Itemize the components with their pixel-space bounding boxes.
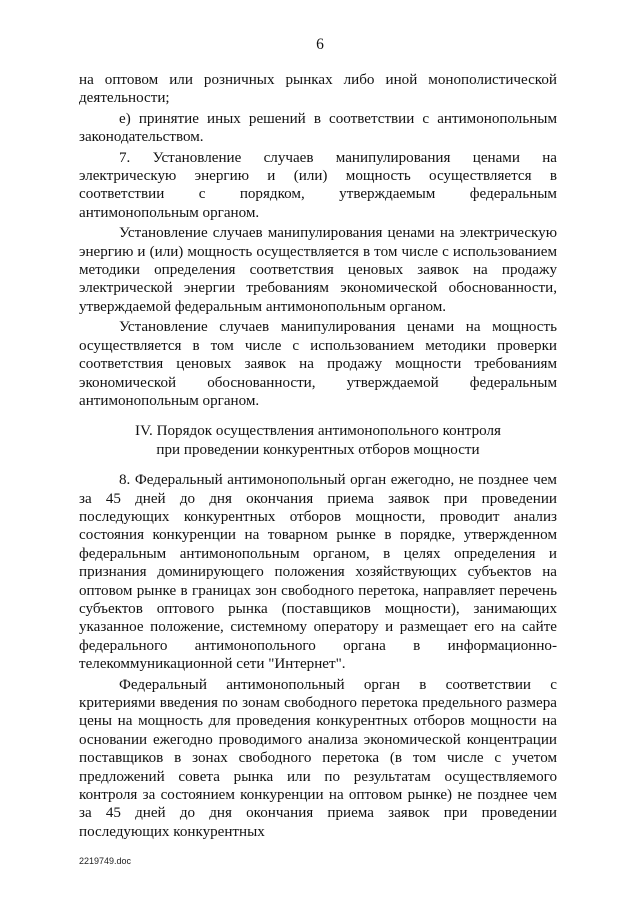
footer-filename: 2219749.doc (79, 856, 132, 866)
paragraph-clause-8: 8. Федеральный антимонопольный орган ежегодно, не позднее чем за 45 дней до дня окончания приема заявок при проведении последующих конкурентных отборов мощности, проводит анализ состояния конкуренции на товарном рынке в порядке, утвержденном федеральным антимонопольным органом, в целях определения и признания доминирующего положения хозяйствующих субъектов на оптовом рынке в границах зон свободного перетока, направляет перечень субъектов оптового рынка (поставщиков мощности), занимающих указанное положение, системному оператору и размещает его на сайте федерального антимонопольного органа в информационно-телекоммуникационной сети "Интернет". (79, 472, 557, 673)
paragraph-continuation: на оптовом или розничных рынках либо иной монополистической деятельности; (79, 72, 557, 107)
page-number: 6 (316, 36, 324, 53)
paragraph-clause-7: 7. Установление случаев манипулирования ценами на электрическую энергию и (или) мощность осуществляется в соответствии с порядком, утверждаемым федеральным антимонопольным органом. (79, 149, 557, 221)
section-heading-line-2: при проведении конкурентных отборов мощности (156, 441, 480, 458)
section-heading (79, 422, 557, 459)
paragraph-price-cap: Федеральный антимонопольный орган в соответствии с критериями введения по зонам свободного перетока предельного размера цены на мощность для проведения конкурентных отборов мощности на основании ежегодно проводимого анализа экономической концентрации поставщиков в зонах свободного перетока (в том числе с учетом предложений совета рынка или по результатам осуществляемого контроля за состоянием конкуренции на оптовом рынке) не позднее чем за 45 дней до дня окончания приема заявок при проведении последующих конкурентных (79, 676, 557, 840)
document-body (79, 71, 557, 843)
paragraph-electric-energy-methodology: Установление случаев манипулирования ценами на электрическую энергию и (или) мощность осуществляется в том числе с использованием методики определения соответствия ценовых заявок на продажу электрической энергии требованиям экономической обоснованности, утверждаемой федеральным антимонопольным органом. (79, 225, 557, 315)
paragraph-capacity-methodology: Установление случаев манипулирования ценами на мощность осуществляется в том числе с использованием методики проверки соответствия ценовых заявок на продажу мощности требованиям экономической обоснованности, утверждаемой федеральным антимонопольным органом. (79, 319, 557, 409)
paragraph-item-e: е) принятие иных решений в соответствии с антимонопольным законодательством. (79, 110, 557, 146)
section-heading-line-1: IV. Порядок осуществления антимонопольного контроля (135, 423, 501, 440)
